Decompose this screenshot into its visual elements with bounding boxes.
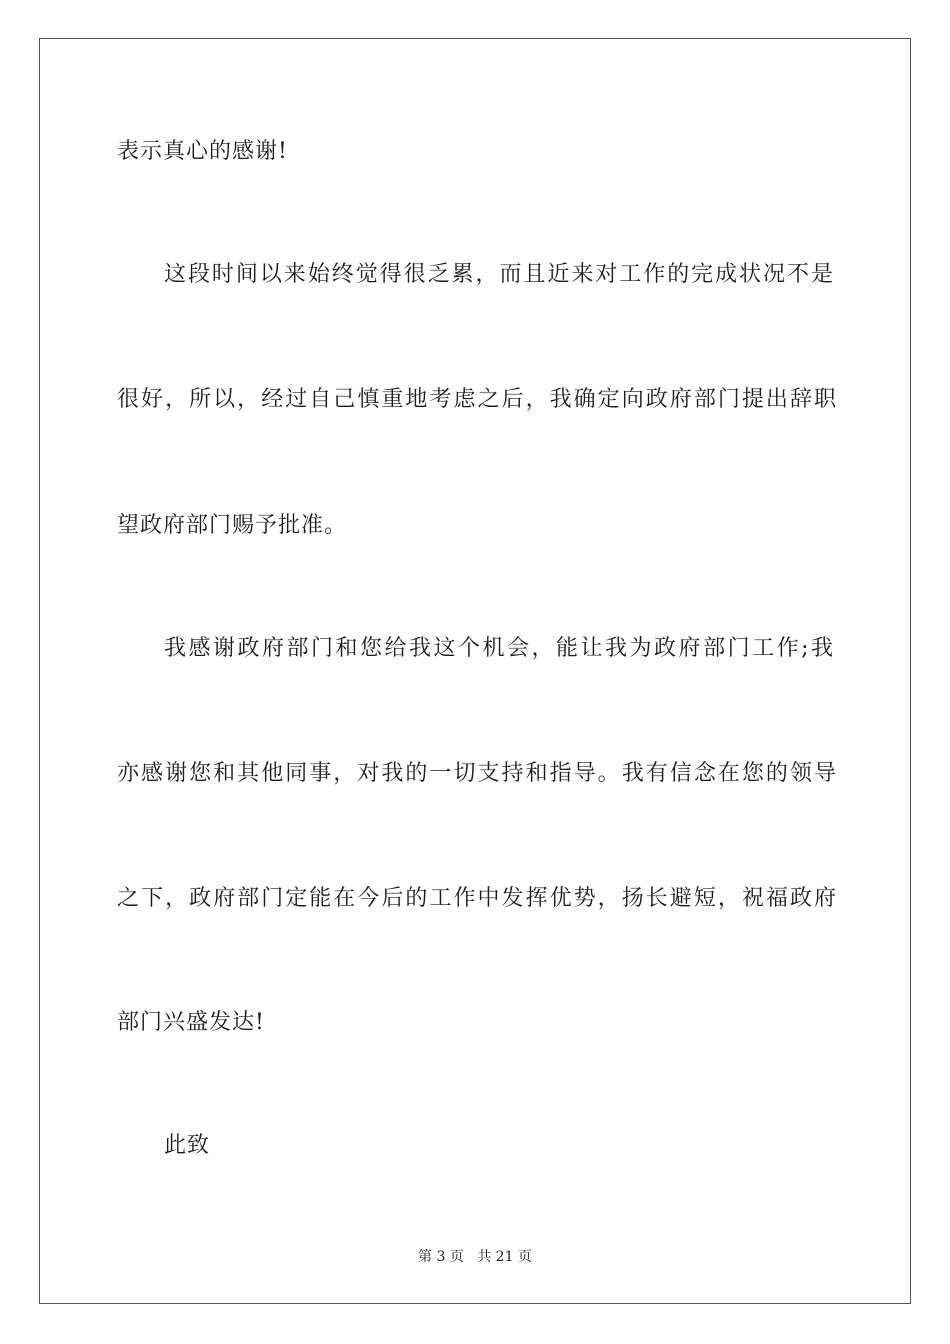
- paragraph-line: 很好，所以，经过自己慎重地考虑之后，我确定向政府部门提出辞职: [117, 387, 837, 412]
- paragraph-line: 部门兴盛发达!: [117, 1010, 265, 1035]
- paragraph-line: 亦感谢您和其他同事，对我的一切支持和指导。我有信念在您的领导: [117, 761, 837, 786]
- paragraph-line: 之下，政府部门定能在今后的工作中发挥优势，扬长避短，祝福政府: [117, 886, 837, 911]
- paragraph-line: 望政府部门赐予批准。: [117, 513, 348, 538]
- page-number: 第 3 页: [418, 1249, 464, 1265]
- paragraph-line: 我感谢政府部门和您给我这个机会，能让我为政府部门工作;我: [164, 636, 834, 661]
- closing-salutation: 此致: [164, 1133, 211, 1158]
- paragraph-line: 这段时间以来始终觉得很乏累，而且近来对工作的完成状况不是: [164, 262, 834, 287]
- page-border: [39, 38, 911, 1304]
- page-footer: [0, 1248, 950, 1266]
- page-total: 共 21 页: [477, 1249, 532, 1265]
- text-line: 表示真心的感谢!: [117, 139, 288, 164]
